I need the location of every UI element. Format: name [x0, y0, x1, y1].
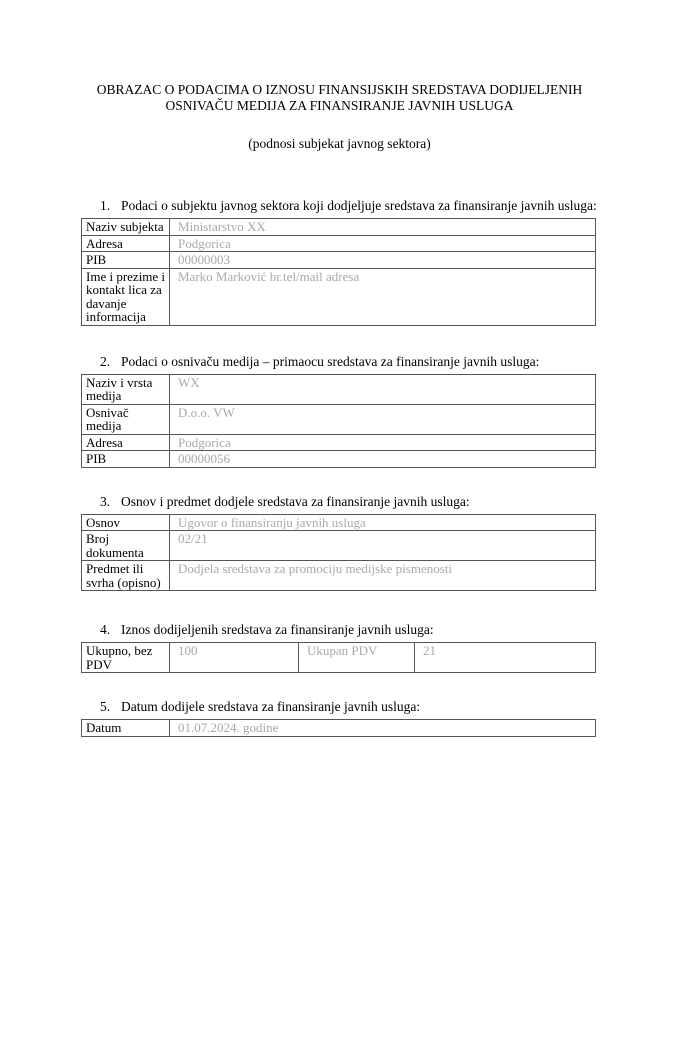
- field-label: Adresa: [82, 434, 170, 451]
- section-3: [0, 493, 679, 592]
- section-5: [0, 698, 679, 737]
- section-5-table: [81, 719, 596, 737]
- section-2-heading: [100, 353, 619, 370]
- field-label: PIB: [82, 451, 170, 468]
- field-label: Naziv subjekta: [82, 219, 170, 236]
- field-value: Podgorica: [170, 235, 596, 252]
- table-row: [82, 451, 596, 468]
- section-1-number: 1.: [100, 198, 111, 213]
- table-row: [82, 643, 596, 673]
- field-label: Ukupno, bez PDV: [82, 643, 170, 673]
- table-row: [82, 514, 596, 531]
- section-2: [0, 353, 679, 468]
- field-value: Marko Marković br.tel/mail adresa: [170, 268, 596, 325]
- table-row: [82, 374, 596, 404]
- section-2-table: [81, 374, 596, 468]
- field-value: Ugovor o finansiranju javnih usluga: [170, 514, 596, 531]
- document-page: [0, 82, 679, 1042]
- section-4-table: [81, 642, 596, 673]
- table-row: [82, 268, 596, 325]
- section-3-number: 3.: [100, 493, 111, 509]
- section-1-table: [81, 218, 596, 326]
- section-2-number: 2.: [100, 353, 111, 369]
- table-row: [82, 235, 596, 252]
- section-4-heading-text: Iznos dodijeljenih sredstava za finansiranje javnih usluga:: [121, 622, 434, 637]
- table-row: [82, 561, 596, 591]
- section-2-heading-text: Podaci o osnivaču medija – primaocu sredstava za finansiranje javnih usluga:: [121, 353, 540, 369]
- field-value: D.o.o. VW: [170, 404, 596, 434]
- section-4-heading: [100, 621, 619, 638]
- document-title: [0, 82, 679, 114]
- field-label-secondary: Ukupan PDV: [299, 643, 415, 673]
- section-3-heading: [100, 493, 619, 510]
- field-value: Podgorica: [170, 434, 596, 451]
- field-label: Osnivač medija: [82, 404, 170, 434]
- document-subtitle: (podnosi subjekat javnog sektora): [248, 136, 431, 151]
- field-value: 00000003: [170, 252, 596, 269]
- field-value: Dodjela sredstava za promociju medijske pismenosti: [170, 561, 596, 591]
- field-label: Adresa: [82, 235, 170, 252]
- table-row: [82, 404, 596, 434]
- title-line-2: OSNIVAČU MEDIJA ZA FINANSIRANJE JAVNIH USLUGA: [165, 98, 514, 113]
- field-label: Datum: [82, 720, 170, 737]
- section-4-number: 4.: [100, 622, 111, 637]
- title-line-1: OBRAZAC O PODACIMA O IZNOSU FINANSIJSKIH SREDSTAVA DODIJELJENIH: [96, 82, 583, 97]
- field-value: 02/21: [170, 531, 596, 561]
- section-1-heading: [100, 197, 619, 214]
- table-row: [82, 434, 596, 451]
- table-row: [82, 531, 596, 561]
- field-label: Osnov: [82, 514, 170, 531]
- field-label: Ime i prezime i kontakt lica za davanje informacija: [82, 268, 170, 325]
- section-3-table: [81, 514, 596, 592]
- section-5-heading: [100, 698, 619, 715]
- section-5-heading-text: Datum dodijele sredstava za finansiranje javnih usluga:: [121, 699, 421, 714]
- table-row: [82, 720, 596, 737]
- field-label: Predmet ili svrha (opisno): [82, 561, 170, 591]
- section-5-number: 5.: [100, 699, 111, 714]
- section-3-heading-text: Osnov i predmet dodjele sredstava za finansiranje javnih usluga:: [121, 493, 470, 509]
- table-row: [82, 219, 596, 236]
- field-value: WX: [170, 374, 596, 404]
- section-4: [0, 621, 679, 673]
- field-label: PIB: [82, 252, 170, 269]
- field-label: Naziv i vrsta medija: [82, 374, 170, 404]
- table-row: [82, 252, 596, 269]
- field-value: 21: [415, 643, 596, 673]
- field-label: Broj dokumenta: [82, 531, 170, 561]
- field-value: 01.07.2024. godine: [170, 720, 596, 737]
- field-value: Ministarstvo XX: [170, 219, 596, 236]
- section-1: [0, 197, 679, 326]
- field-value: 100: [170, 643, 299, 673]
- section-1-heading-text: Podaci o subjektu javnog sektora koji dodjeljuje sredstava za finansiranje javnih usluga:: [121, 198, 597, 213]
- field-value: 00000056: [170, 451, 596, 468]
